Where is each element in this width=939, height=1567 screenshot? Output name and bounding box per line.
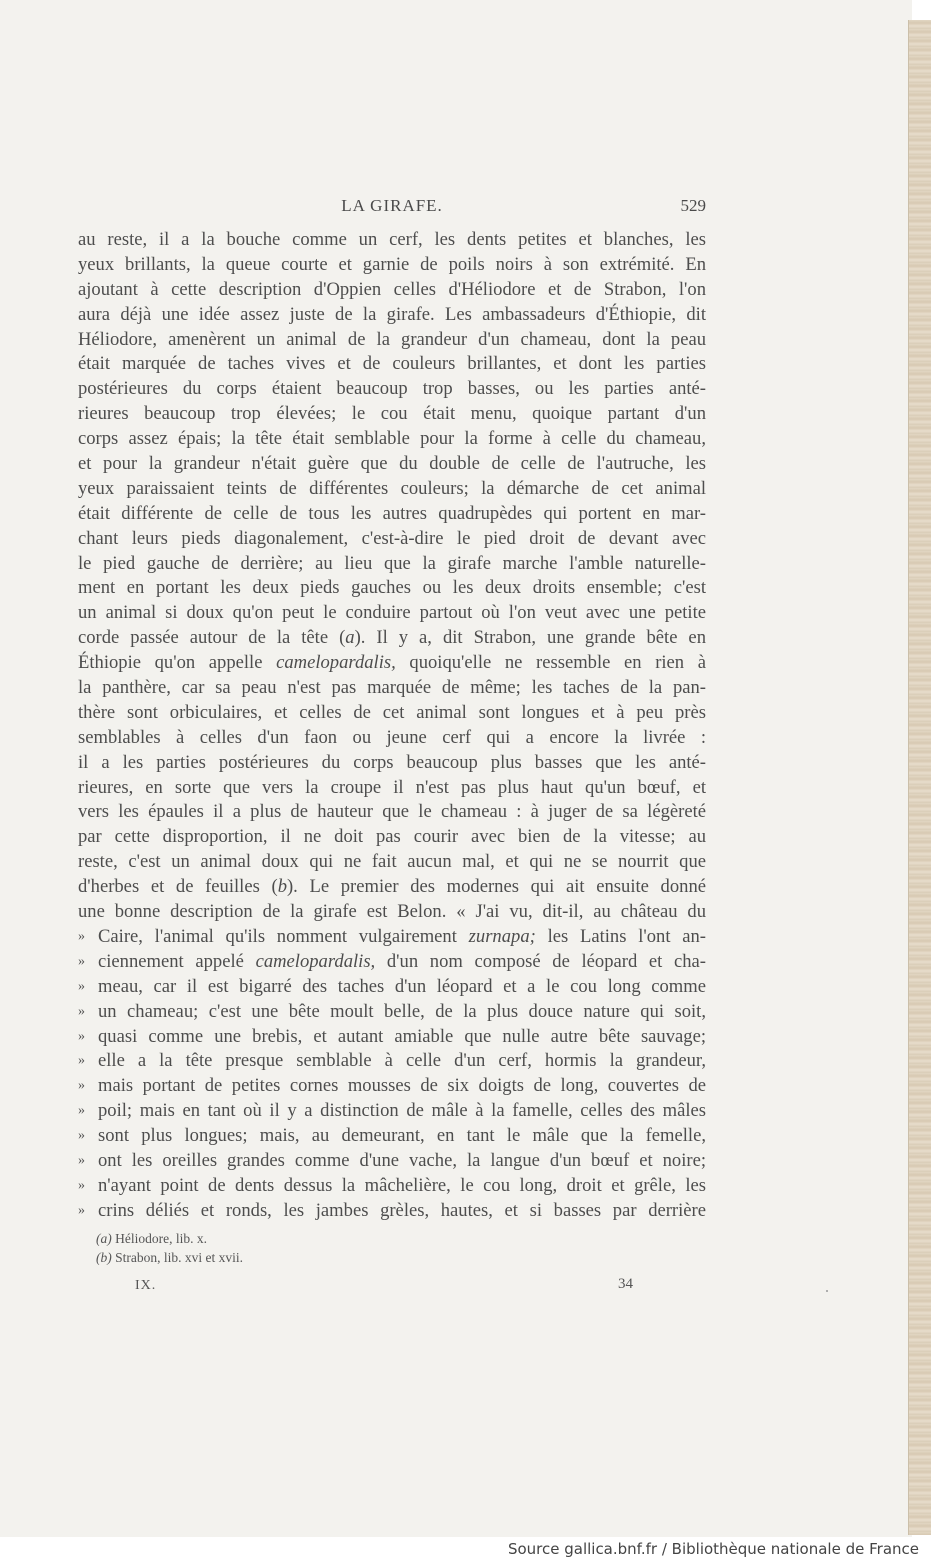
text-run: rieures, en sorte que vers la croupe il n'est pas plus haut qu'un bœuf, et	[78, 776, 706, 798]
text-line	[78, 1049, 706, 1074]
footnotes	[96, 1229, 656, 1267]
text-line	[78, 1025, 706, 1050]
text-line	[78, 1099, 706, 1124]
text-run: rieures beaucoup trop élevées; le cou était menu, quoique partant d'un	[78, 403, 706, 425]
page-edge	[908, 20, 931, 1535]
text-run: Caire, l'animal qu'ils nomment vulgairement	[98, 925, 469, 947]
text-line	[78, 676, 706, 701]
text-line	[78, 776, 706, 801]
text-run: yeux paraissaient teints de différentes couleurs; la démarche de cet animal	[78, 477, 706, 499]
running-title: LA GIRAFE.	[341, 196, 443, 215]
text-run: il a les parties postérieures du corps beaucoup plus basses que les anté-	[78, 751, 706, 773]
text-run: et pour la grandeur n'était guère que du double de celle de l'autruche, les	[78, 453, 706, 475]
text-line	[78, 751, 706, 776]
text-line	[78, 303, 706, 328]
text-run: corps assez épais; la tête était semblable pour la forme à celle du chameau,	[78, 428, 706, 450]
text-run: postérieures du corps étaient beaucoup trop basses, ou les parties anté-	[78, 378, 706, 400]
text-run: thère sont orbiculaires, et celles de cet animal sont longues et à peu près	[78, 701, 706, 723]
text-run: ment en portant les deux pieds gauches ou les deux droits ensemble; c'est	[78, 577, 706, 599]
quote-mark: »	[78, 1152, 85, 1168]
quote-mark: »	[78, 1078, 85, 1094]
text-run: ciennement appelé	[98, 950, 256, 972]
text-run: ajoutant à cette description d'Oppien celles d'Héliodore et de Strabon, l'on	[78, 278, 706, 300]
page-number: 529	[680, 196, 706, 215]
page-header	[78, 196, 706, 220]
text-line	[78, 651, 706, 676]
text-run: poil; mais en tant où il y a distinction de mâle à la famelle, celles des mâles	[98, 1100, 706, 1122]
italic-text: zurnapa;	[468, 925, 536, 947]
text-line	[78, 900, 706, 925]
italic-text: camelopardalis,	[255, 950, 376, 972]
text-run: ). Il y a, dit Strabon, une grande bête en	[354, 627, 706, 649]
footnote	[96, 1248, 656, 1267]
text-run: un chameau; c'est une bête moult belle, de la plus douce nature qui soit,	[98, 1000, 706, 1022]
text-line	[78, 477, 706, 502]
text-run: était marquée de taches vives et de couleurs brillantes, et dont les parties	[78, 353, 706, 375]
text-run: Éthiopie qu'on appelle	[78, 652, 277, 674]
text-run: meau, car il est bigarré des taches d'un léopard et a le cou long comme	[98, 975, 706, 997]
text-line	[78, 626, 706, 651]
text-run: reste, c'est un animal doux qui ne fait aucun mal, et qui ne se nourrit que	[78, 851, 706, 873]
quote-mark: »	[78, 928, 85, 944]
text-line	[78, 328, 706, 353]
italic-text: b	[277, 876, 287, 898]
text-line	[78, 875, 706, 900]
text-run: ont les oreilles grandes comme d'une vache, la langue d'un bœuf et noire;	[98, 1149, 706, 1171]
text-line	[78, 502, 706, 527]
footnote-text: Héliodore, lib. x.	[111, 1231, 207, 1246]
footnote-text: Strabon, lib. xvi et xvii.	[111, 1250, 243, 1265]
footnote	[96, 1229, 656, 1248]
text-line	[78, 975, 706, 1000]
quote-mark: »	[78, 1028, 85, 1044]
text-run: aura déjà une idée assez juste de la girafe. Les ambassadeurs d'Éthiopie, dit	[78, 303, 706, 325]
italic-text: a	[345, 627, 355, 649]
text-line	[78, 552, 706, 577]
text-line	[78, 950, 706, 975]
text-run: ). Le premier des modernes qui ait ensuite donné	[286, 876, 706, 898]
text-line	[78, 925, 706, 950]
text-run: semblables à celles d'un faon ou jeune cerf qui a encore la livrée :	[78, 726, 706, 748]
text-run: d'un nom composé de léopard et cha-	[375, 950, 707, 972]
text-run: quoiqu'elle ne ressemble en rien à	[395, 652, 706, 674]
text-run: une bonne description de la girafe est Belon. « J'ai vu, dit-il, au château du	[78, 901, 706, 923]
footnote-mark: (b)	[96, 1250, 112, 1265]
text-line	[78, 576, 706, 601]
text-run: n'ayant point de dents dessus la mâchelière, le cou long, droit et grêle, les	[98, 1174, 706, 1196]
text-run: quasi comme une brebis, et autant amiable que nulle autre bête sauvage;	[98, 1025, 706, 1047]
text-run: par cette disproportion, il ne doit pas courir avec bien de la vitesse; au	[78, 826, 706, 848]
text-line	[78, 377, 706, 402]
text-line	[78, 228, 706, 253]
text-run: un animal si doux qu'on peut le conduire partout où l'on veut avec une petite	[78, 602, 706, 624]
text-run: les Latins l'ont an-	[535, 925, 706, 947]
text-line	[78, 825, 706, 850]
footnote-mark: (a)	[96, 1231, 112, 1246]
text-run: le pied gauche de derrière; au lieu que la girafe marche l'amble naturelle-	[78, 552, 706, 574]
text-line	[78, 1000, 706, 1025]
quote-mark: »	[78, 978, 85, 994]
quote-mark: »	[78, 953, 85, 969]
text-run: chant leurs pieds diagonalement, c'est-à-dire le pied droit de devant avec	[78, 527, 706, 549]
italic-text: camelopardalis,	[276, 652, 396, 674]
text-run: la panthère, car sa peau n'est pas marquée de même; les taches de la pan-	[78, 677, 706, 699]
text-run: mais portant de petites cornes mousses de six doigts de long, couvertes de	[98, 1075, 706, 1097]
text-run: vers les épaules il a plus de hauteur que le chameau : à juger de sa légèreté	[78, 801, 706, 823]
text-line	[78, 726, 706, 751]
text-line	[78, 427, 706, 452]
text-line	[78, 402, 706, 427]
quote-mark: »	[78, 1128, 85, 1144]
text-run: sont plus longues; mais, au demeurant, en tant le mâle que la femelle,	[98, 1125, 706, 1147]
text-line	[78, 1174, 706, 1199]
quote-mark: »	[78, 1202, 85, 1218]
text-line	[78, 850, 706, 875]
quote-mark: »	[78, 1103, 85, 1119]
quote-mark: »	[78, 1177, 85, 1193]
text-line	[78, 352, 706, 377]
text-line	[78, 1199, 706, 1224]
body-text	[78, 228, 706, 1224]
text-run: corde passée autour de la tête (	[78, 627, 346, 649]
text-line	[78, 701, 706, 726]
text-line	[78, 1149, 706, 1174]
sheet-number: 34	[618, 1276, 633, 1292]
text-line	[78, 527, 706, 552]
text-line	[78, 800, 706, 825]
text-line	[78, 452, 706, 477]
source-credit: Source gallica.bnf.fr / Bibliothèque nationale de France	[507, 1540, 919, 1558]
quote-mark: »	[78, 1003, 85, 1019]
text-run: yeux brillants, la queue courte et garnie de poils noirs à son extrémité. En	[78, 253, 706, 275]
text-run: était différente de celle de tous les autres quadrupèdes qui portent en mar-	[78, 502, 706, 524]
text-run: elle a la tête presque semblable à celle d'un cerf, hormis la grandeur,	[98, 1050, 706, 1072]
text-line	[78, 253, 706, 278]
text-run: d'herbes et de feuilles (	[78, 876, 278, 898]
signature-mark: IX.	[135, 1278, 157, 1293]
text-line	[78, 278, 706, 303]
text-line	[78, 601, 706, 626]
quote-mark: »	[78, 1053, 85, 1069]
text-run: au reste, il a la bouche comme un cerf, les dents petites et blanches, les	[78, 229, 706, 250]
paper-speck	[826, 1290, 828, 1292]
text-line	[78, 1124, 706, 1149]
text-run: crins déliés et ronds, les jambes grèles, hautes, et si basses par derrière	[98, 1199, 706, 1221]
text-run: Héliodore, amenèrent un animal de la grandeur d'un chameau, dont la peau	[78, 328, 706, 350]
text-line	[78, 1074, 706, 1099]
